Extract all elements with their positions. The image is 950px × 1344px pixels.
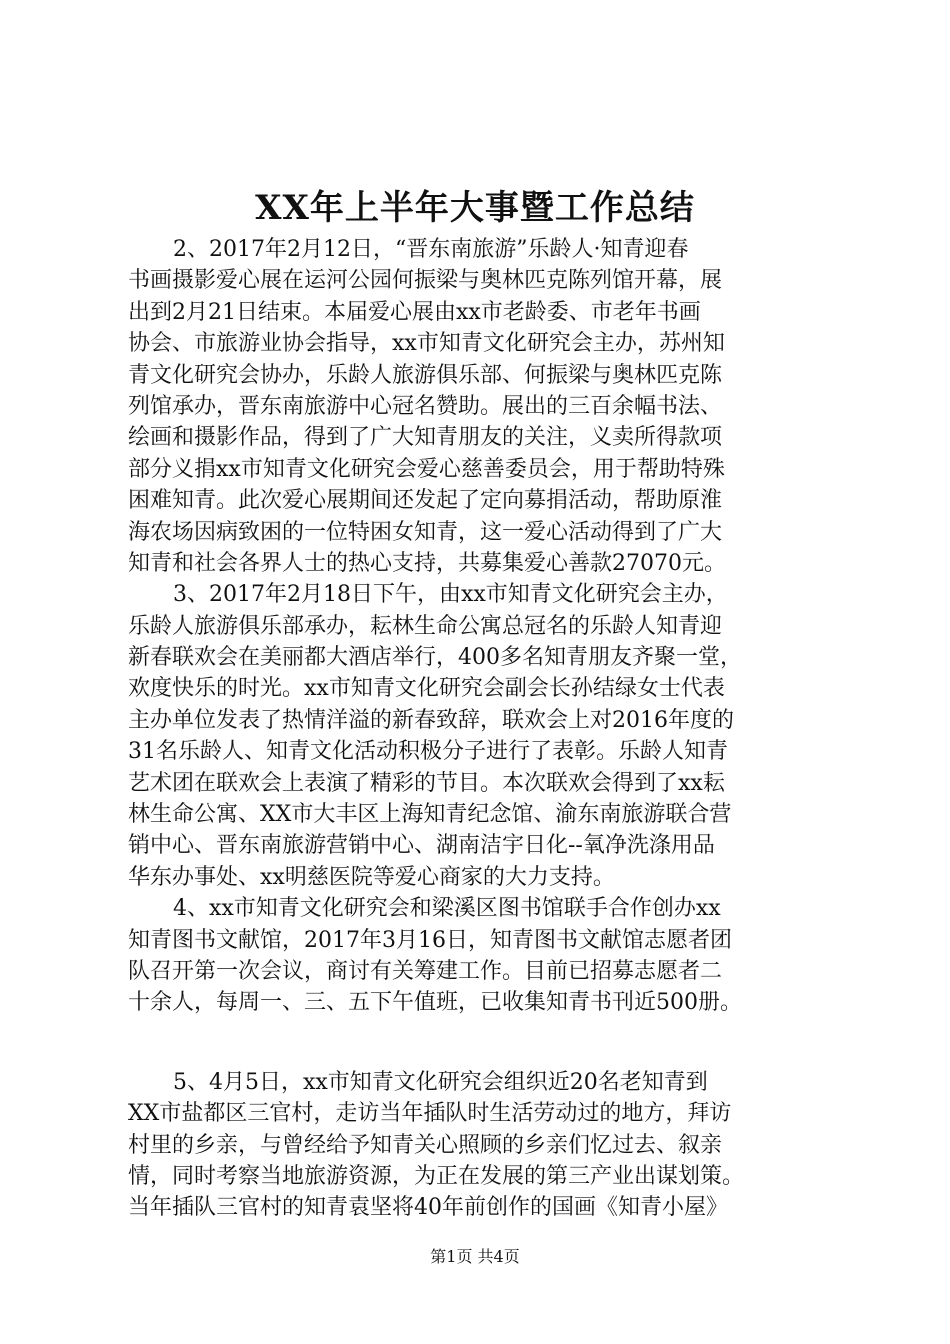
paragraph-line: 出到2月21日结束。本届爱心展由xx市老龄委、市老年书画 — [128, 299, 701, 325]
paragraph-line: 欢度快乐的时光。xx市知青文化研究会副会长孙结绿女士代表 — [128, 676, 725, 702]
paragraph-line: 乐龄人旅游俱乐部承办，耘林生命公寓总冠名的乐龄人知青迎 — [128, 613, 723, 639]
paragraph-line: 部分义捐xx市知青文化研究会爱心慈善委员会，用于帮助特殊 — [128, 456, 725, 482]
paragraph-line: 林生命公寓、XX市大丰区上海知青纪念馆、渝东南旅游联合营 — [128, 802, 732, 828]
paragraph-line: 当年插队三官村的知青袁坚将40年前创作的国画《知青小屋》 — [128, 1195, 728, 1221]
paragraph-line: 5、4月5日，xx市知青文化研究会组织近20名老知青到 — [173, 1069, 708, 1095]
paragraph-line: 华东办事处、xx明慈医院等爱心商家的大力支持。 — [128, 864, 615, 890]
paragraph-line: 书画摄影爱心展在运河公园何振梁与奥林匹克陈列馆开幕，展 — [128, 268, 723, 294]
paragraph-line: 2、2017年2月12日，“晋东南旅游”乐龄人·知青迎春 — [173, 237, 689, 262]
paragraph-line: 主办单位发表了热情洋溢的新春致辞，联欢会上对2016年度的 — [128, 707, 734, 733]
paragraph-line: 艺术团在联欢会上表演了精彩的节目。本次联欢会得到了xx耘 — [128, 770, 725, 796]
paragraph-line: 情，同时考察当地旅游资源，为正在发展的第三产业出谋划策。 — [128, 1163, 745, 1189]
paragraph-line: 海农场因病致困的一位特困女知青，这一爱心活动得到了广大 — [128, 519, 723, 545]
paragraph-line: 村里的乡亲，与曾经给予知青关心照顾的乡亲们忆过去、叙亲 — [128, 1132, 723, 1158]
paragraph-line: 知青图书文献馆，2017年3月16日，知青图书文献馆志愿者团 — [128, 927, 732, 953]
paragraph-line: XX市盐都区三官村，走访当年插队时生活劳动过的地方，拜访 — [128, 1101, 732, 1127]
paragraph-line: 4、xx市知青文化研究会和梁溪区图书馆联手合作创办xx — [173, 896, 721, 922]
paragraph-line: 31名乐龄人、知青文化活动积极分子进行了表彰。乐龄人知青 — [128, 739, 728, 765]
paragraph-line: 困难知青。此次爱心展期间还发起了定向募捐活动，帮助原淮 — [128, 488, 723, 514]
paragraph-line: 销中心、晋东南旅游营销中心、湖南洁宇日化--氧净洗涤用品 — [128, 833, 715, 859]
paragraph-line: 队召开第一次会议，商讨有关筹建工作。目前已招募志愿者二 — [128, 958, 723, 984]
paragraph-line: 新春联欢会在美丽都大酒店举行，400多名知青朋友齐聚一堂， — [128, 645, 742, 671]
paragraph-line: 3、2017年2月18日下午，由xx市知青文化研究会主办， — [173, 582, 728, 608]
paragraph-line: 绘画和摄影作品，得到了广大知青朋友的关注，义卖所得款项 — [128, 425, 723, 451]
paragraph-line: 列馆承办，晋东南旅游中心冠名赞助。展出的三百余幅书法、 — [128, 393, 723, 419]
page-number-footer: 第1页 共4页 — [430, 1247, 520, 1266]
paragraph-line: 十余人，每周一、三、五下午值班，已收集知青书刊近500册。 — [128, 990, 742, 1016]
document-title: XX年上半年大事暨工作总结 — [255, 188, 695, 228]
paragraph-line: 青文化研究会协办，乐龄人旅游俱乐部、何振梁与奥林匹克陈 — [128, 362, 723, 388]
paragraph-line: 协会、市旅游业协会指导，xx市知青文化研究会主办，苏州知 — [128, 331, 725, 357]
paragraph-line: 知青和社会各界人士的热心支持，共募集爱心善款27070元。 — [128, 550, 726, 576]
paragraph-spacer — [128, 1019, 828, 1067]
document-body — [128, 234, 828, 1224]
